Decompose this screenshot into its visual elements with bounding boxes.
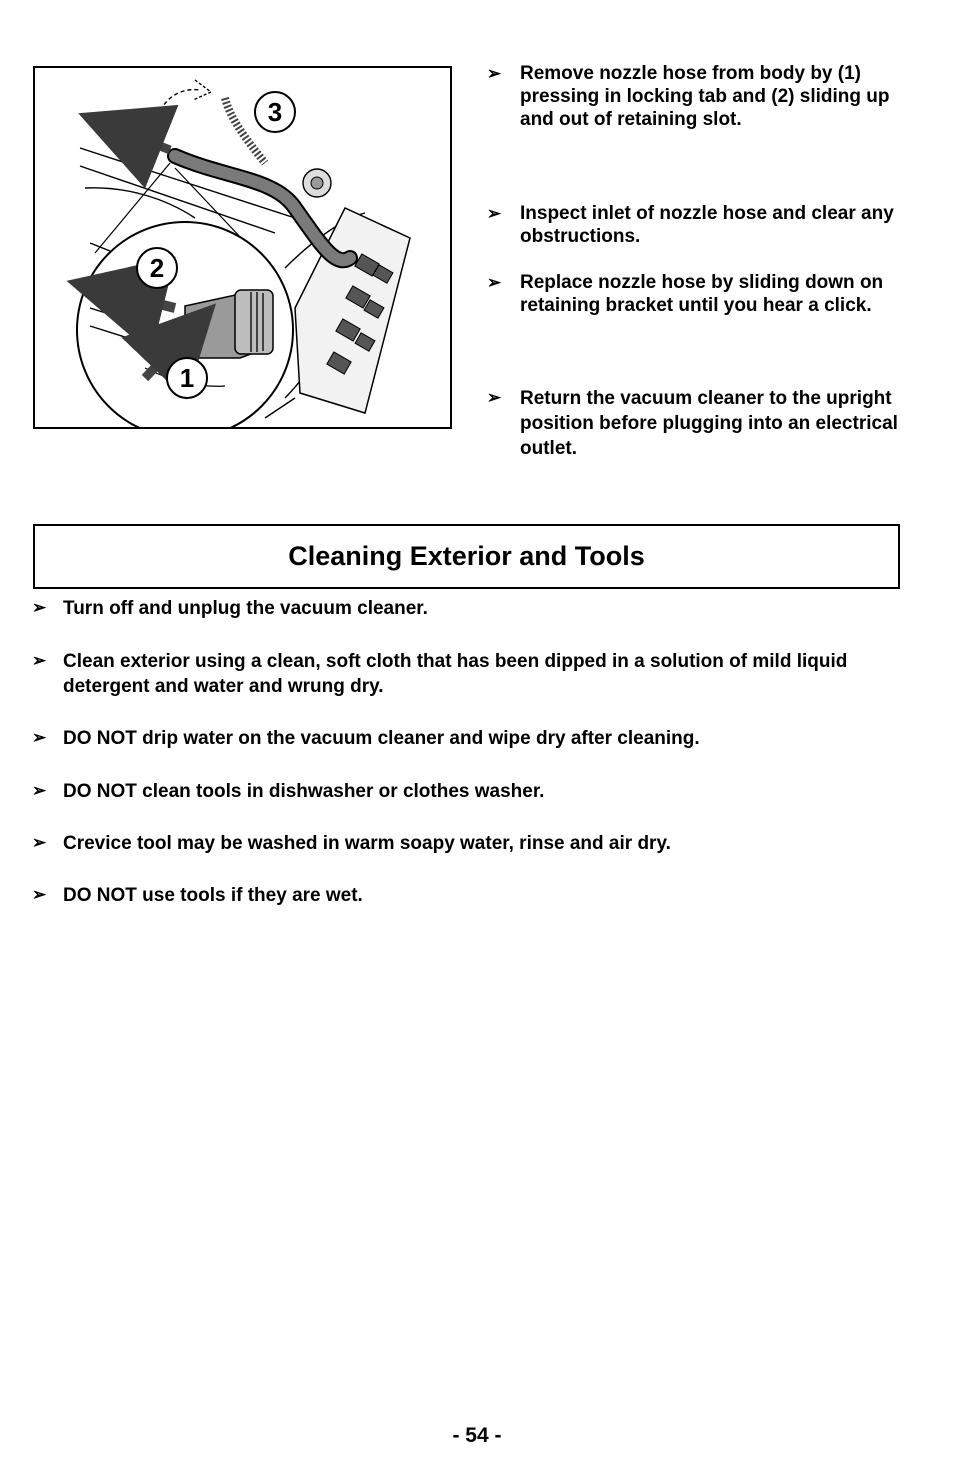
list-item: ➢ Replace nozzle hose by sliding down on retaining bracket until you hear a click. (487, 272, 884, 316)
list-item: ➢ DO NOT drip water on the vacuum cleaner and wipe dry after cleaning. (32, 728, 700, 749)
nozzle-head (295, 169, 410, 413)
bullet-arrow-icon: ➢ (487, 273, 502, 292)
bullet-arrow-icon: ➢ (487, 204, 502, 223)
bullet-arrow-icon: ➢ (32, 885, 47, 904)
list-item: ➢ Remove nozzle hose from body by (1) pressing in locking tab and (2) sliding up and out of retaining slot. (487, 63, 890, 130)
svg-text:1: 1 (179, 363, 195, 393)
list-item: ➢ Crevice tool may be washed in warm soapy water, rinse and air dry. (32, 833, 671, 854)
list-item: ➢ Clean exterior using a clean, soft cloth that has been dipped in a solution of mild liquid detergent and water and wrung dry. (32, 651, 848, 697)
callout-3 (255, 92, 295, 132)
vacuum-nozzle-drawing (35, 68, 450, 427)
svg-text:2: 2 (149, 253, 165, 283)
callout-1 (167, 358, 207, 398)
svg-text:3: 3 (267, 97, 283, 127)
page-number: - 54 - (452, 1424, 502, 1447)
list-item: ➢ Inspect inlet of nozzle hose and clear any obstructions. (487, 203, 894, 247)
list-item: ➢ DO NOT use tools if they are wet. (32, 885, 363, 906)
bullet-arrow-icon: ➢ (32, 781, 47, 800)
list-item: ➢ Return the vacuum cleaner to the upright position before plugging into an electrical outlet. (487, 388, 898, 459)
list-item: ➢ Turn off and unplug the vacuum cleaner. (32, 598, 428, 619)
callout-2 (137, 248, 177, 288)
bullet-arrow-icon: ➢ (32, 598, 47, 617)
bullet-arrow-icon: ➢ (487, 64, 502, 83)
bullet-arrow-icon: ➢ (487, 388, 502, 407)
bullet-arrow-icon: ➢ (32, 728, 47, 747)
slide-up-arrow (120, 130, 170, 150)
section-heading-box (33, 524, 900, 589)
curved-move-arrow (158, 90, 200, 138)
bullet-arrow-icon: ➢ (32, 833, 47, 852)
section-title: Cleaning Exterior and Tools (288, 541, 645, 571)
nozzle-hose-illustration (33, 66, 452, 429)
bullet-arrow-icon: ➢ (32, 651, 47, 670)
list-item: ➢ DO NOT clean tools in dishwasher or clothes washer. (32, 781, 545, 802)
